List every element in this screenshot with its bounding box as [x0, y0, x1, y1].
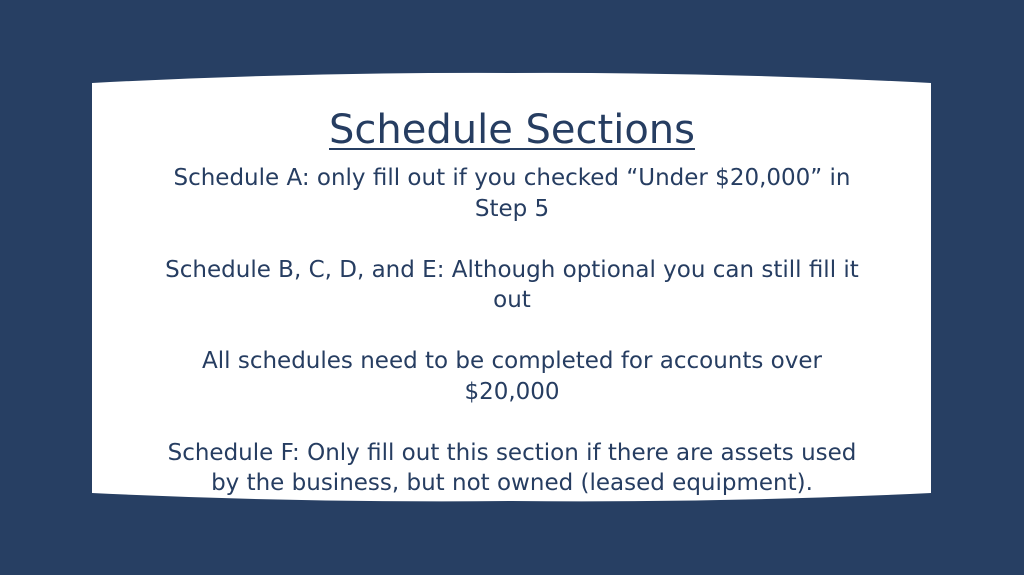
schedule-f-text: Schedule F: Only fill out this section if there are assets used by the business, but not owned (leased equipment). — [167, 439, 857, 496]
slide-title: Schedule Sections — [329, 107, 695, 153]
slide-body — [160, 163, 864, 499]
schedule-bcde-text: Schedule B, C, D, and E: Although optional you can still fill it out — [165, 256, 859, 313]
schedule-a-text: Schedule A: only fill out if you checked “Under $20,000” in Step 5 — [173, 165, 851, 222]
all-schedules-text: All schedules need to be completed for accounts over $20,000 — [202, 348, 822, 405]
